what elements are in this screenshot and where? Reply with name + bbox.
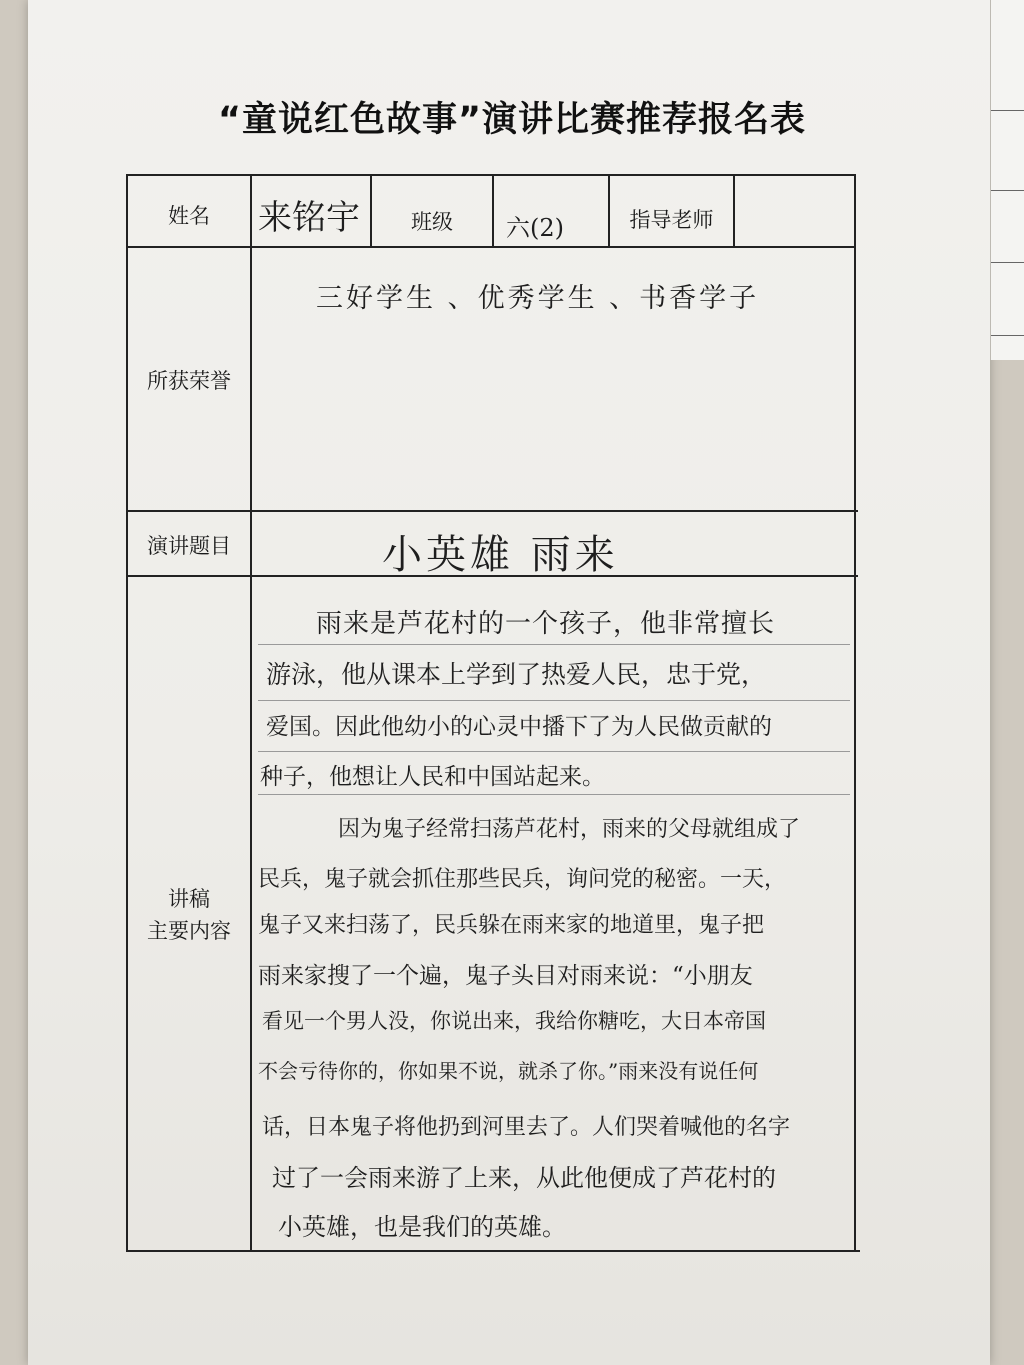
- content-label-line2: 主要内容: [147, 919, 231, 943]
- speech-line: 雨来是芦花村的一个孩子，他非常擅长: [316, 609, 776, 639]
- class-value: 六(2): [506, 214, 564, 242]
- speech-line: 种子，他想让人民和中国站起来。: [260, 764, 605, 790]
- speech-line: 鬼子又来扫荡了，民兵躲在雨来家的地道里，鬼子把: [258, 913, 765, 938]
- speech-line: 爱国。因此他幼小的心灵中播下了为人民做贡献的: [266, 714, 772, 740]
- topic-label: 演讲题目: [147, 534, 231, 558]
- honors-value: 三好学生 、优秀学生 、书香学子: [316, 283, 760, 314]
- topic-value: 小英雄 雨来: [382, 532, 619, 578]
- speech-line: 游泳，他从课本上学到了热爱人民，忠于党，: [266, 660, 767, 689]
- adjacent-paper-edge: [990, 0, 1024, 360]
- content-label-line1: 讲稿: [168, 887, 210, 911]
- speech-line: 看见一个男人没，你说出来，我给你糖吃，大日本帝国: [262, 1009, 766, 1033]
- speech-line: 不会亏待你的，你如果不说，就杀了你。”雨来没有说任何: [258, 1059, 759, 1083]
- form-title: “童说红色故事”演讲比赛推荐报名表: [217, 100, 806, 140]
- speech-line: 小英雄，也是我们的英雄。: [278, 1213, 566, 1241]
- name-value: 来铭宇: [258, 198, 360, 238]
- speech-line: 雨来家搜了一个遍，鬼子头目对雨来说：“小朋友: [258, 963, 753, 989]
- content-label: [128, 883, 250, 947]
- speech-line: 过了一会雨来游了上来，从此他便成了芦花村的: [272, 1164, 776, 1192]
- speech-line: 因为鬼子经常扫荡芦花村，雨来的父母就组成了: [338, 817, 801, 842]
- name-label: 姓名: [168, 204, 210, 228]
- teacher-label: 指导老师: [629, 208, 714, 232]
- speech-line: 民兵，鬼子就会抓住那些民兵，询问党的秘密。一天，: [258, 867, 787, 892]
- honors-label: 所获荣誉: [147, 369, 231, 393]
- speech-line: 话，日本鬼子将他扔到河里去了。人们哭着喊他的名字: [262, 1115, 791, 1140]
- class-label: 班级: [411, 210, 453, 234]
